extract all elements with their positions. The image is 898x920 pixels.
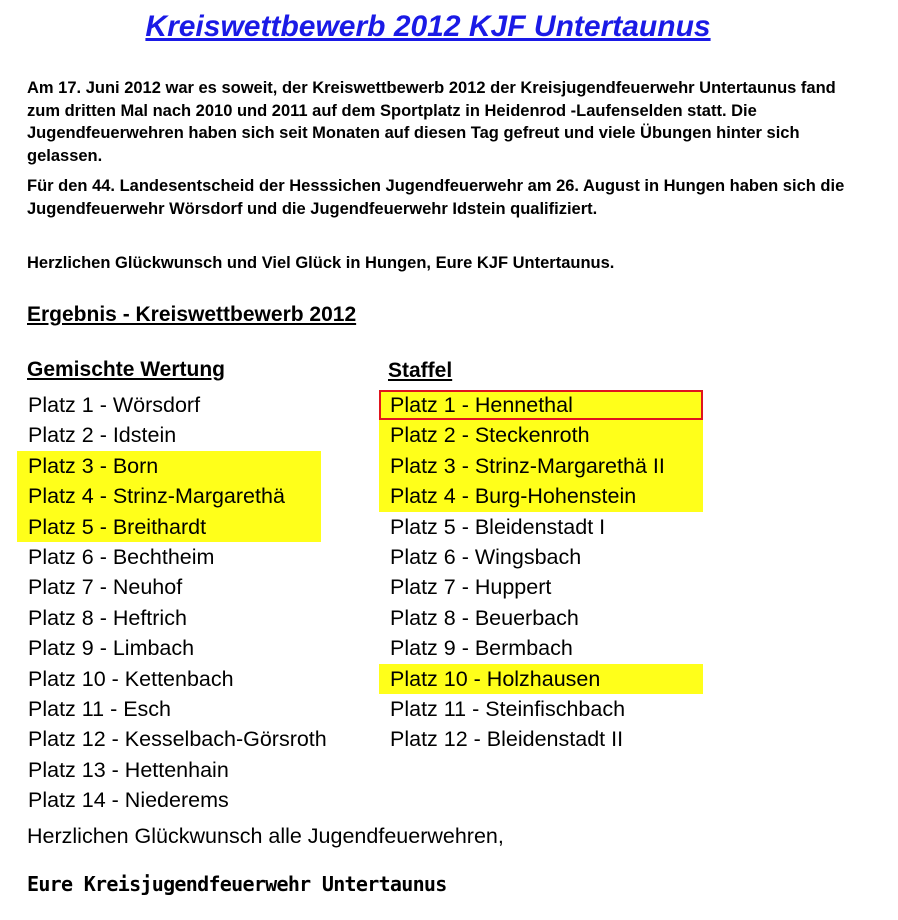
list-item: Platz 6 - Bechtheim	[28, 544, 215, 569]
result-heading: Ergebnis - Kreiswettbewerb 2012	[27, 303, 357, 326]
list-item-highlighted: Platz 4 - Strinz-Margarethä	[17, 481, 321, 511]
list-item-highlighted: Platz 3 - Strinz-Margarethä II	[379, 451, 703, 481]
list-item: Platz 7 - Neuhof	[28, 575, 183, 600]
list-item: Platz 8 - Heftrich	[28, 605, 187, 630]
signature: Eure Kreisjugendfeuerwehr Untertaunus	[27, 872, 447, 896]
list-item: Platz 12 - Bleidenstadt II	[390, 727, 624, 752]
list-item: Platz 2 - Idstein	[28, 423, 177, 448]
relay-heading: Staffel	[388, 359, 453, 382]
list-item: Platz 8 - Beuerbach	[390, 605, 579, 630]
list-item-highlighted: Platz 2 - Steckenroth	[379, 420, 703, 450]
list-item-highlighted: Platz 5 - Breithardt	[17, 512, 321, 542]
list-item: Platz 9 - Bermbach	[390, 636, 573, 661]
list-item-highlighted: Platz 4 - Burg-Hohenstein	[379, 481, 703, 511]
list-item: Platz 13 - Hettenhain	[28, 757, 229, 782]
intro-paragraph-3: Herzlichen Glückwunsch und Viel Glück in Hungen, Eure KJF Untertaunus.	[27, 254, 615, 272]
relay-results-list	[379, 390, 703, 755]
mixed-heading: Gemischte Wertung	[27, 358, 225, 381]
list-item-highlighted: Platz 3 - Born	[17, 451, 321, 481]
list-item: Platz 11 - Esch	[28, 696, 171, 721]
list-item: Platz 6 - Wingsbach	[390, 544, 582, 569]
closing-line: Herzlichen Glückwunsch alle Jugendfeuerwehren,	[27, 824, 504, 848]
list-item: Platz 10 - Kettenbach	[28, 666, 234, 691]
document-title: Kreiswettbewerb 2012 KJF Untertaunus	[145, 10, 711, 43]
list-item-highlighted: Platz 10 - Holzhausen	[379, 664, 703, 694]
list-item: Platz 14 - Niederems	[28, 788, 229, 813]
intro-paragraph-1: Am 17. Juni 2012 war es soweit, der Kreiswettbewerb 2012 der Kreisjugendfeuerwehr Untertaunus fand zum dritten Mal nach 2010 und 2011 auf dem Sportplatz in Heidenrod -Laufenselden statt. Die Jugendfeuerwehren haben sich seit Monaten auf diesen Tag gefreut und viele Übungen hinter sich gelassen.	[27, 79, 836, 165]
intro-paragraph-2: Für den 44. Landesentscheid der Hesssichen Jugendfeuerwehr am 26. August in Hungen haben sich die Jugendfeuerwehr Wörsdorf und die Jugendfeuerwehr Idstein qualifiziert.	[27, 177, 845, 218]
list-item: Platz 5 - Bleidenstadt I	[390, 514, 606, 539]
mixed-results-list	[17, 390, 327, 815]
list-item: Platz 12 - Kesselbach-Görsroth	[28, 727, 327, 752]
list-item: Platz 1 - Wörsdorf	[28, 393, 201, 417]
list-item: Platz 11 - Steinfischbach	[390, 696, 626, 721]
list-item: Platz 7 - Huppert	[390, 575, 552, 600]
list-item-boxed: Platz 1 - Hennethal	[379, 390, 703, 420]
list-item: Platz 9 - Limbach	[28, 636, 195, 661]
